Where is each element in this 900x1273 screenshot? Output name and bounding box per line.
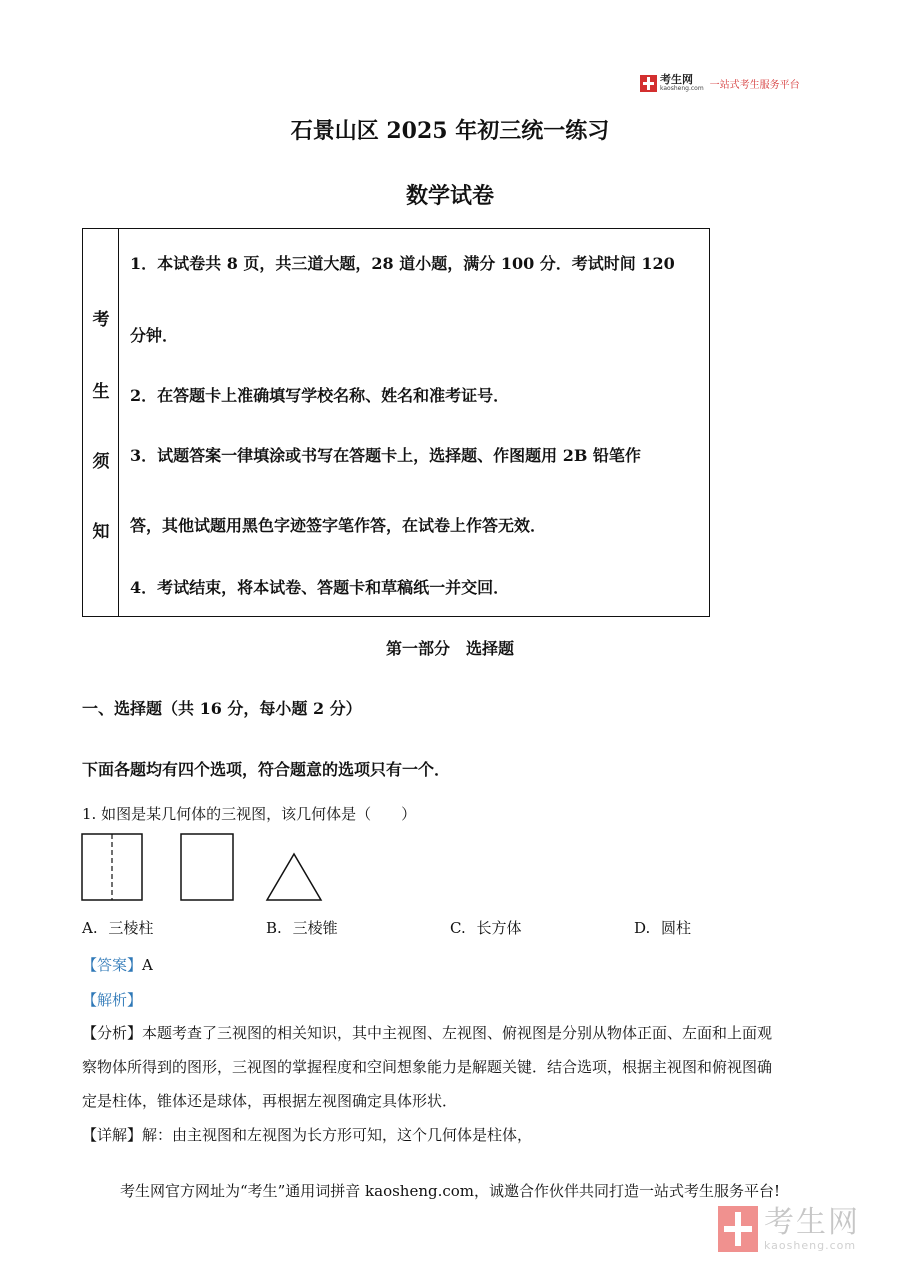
question-stem: 1. 如图是某几何体的三视图，该几何体是（ ） (82, 805, 417, 823)
notice-line: 1．本试卷共 8 页，共三道大题，28 道小题，满分 100 分．考试时间 120 (130, 254, 675, 273)
notice-side-column (83, 229, 119, 616)
notice-side-char: 考 (92, 310, 110, 330)
watermark-logo-icon (718, 1206, 758, 1252)
answer-tag: 【答案】 (82, 956, 143, 974)
kaosheng-logo-icon (640, 75, 657, 92)
option-d (634, 917, 691, 938)
notice-side-char: 生 (92, 382, 110, 402)
option-text: 长方体 (476, 919, 522, 937)
side-view-rect (181, 834, 233, 900)
notice-line: 4．考试结束，将本试卷、答题卡和草稿纸一并交回． (130, 578, 510, 597)
notice-side-char: 须 (92, 452, 110, 472)
option-letter: A. (82, 919, 98, 937)
part-title: 第一部分 选择题 (385, 639, 514, 658)
logo-name: 考生网 (660, 73, 693, 86)
option-c (450, 917, 522, 938)
top-view-triangle (267, 854, 321, 900)
option-letter: B. (266, 919, 282, 937)
analysis-tag: 【解析】 (82, 991, 143, 1009)
watermark-url: kaosheng.com (764, 1238, 857, 1252)
xiangjie-tag: 【详解】 (82, 1126, 143, 1144)
answer-line (82, 954, 153, 975)
option-text: 三棱锥 (292, 919, 338, 937)
option-a (82, 917, 153, 938)
notice-side-char: 知 (92, 522, 110, 542)
notice-box (82, 228, 710, 617)
three-views-figure (80, 832, 330, 904)
option-letter: C. (450, 919, 466, 937)
fenxi-block (82, 1016, 817, 1152)
header-logo (640, 74, 800, 92)
notice-line: 2．在答题卡上准确填写学校名称、姓名和准考证号． (130, 386, 510, 405)
page-title: 石景山区 2025 年初三统一练习 (290, 118, 610, 144)
fenxi-line: 【分析】本题考查了三视图的相关知识，其中主视图、左视图、俯视图是分别从物体正面、左面和上面观 (82, 1024, 773, 1042)
watermark (718, 1206, 860, 1252)
xiangjie-line: 【详解】解：由主视图和左视图为长方形可知，这个几何体是柱体， (82, 1126, 533, 1144)
answer-value: A (142, 956, 153, 974)
option-text: 圆柱 (661, 919, 692, 937)
option-text: 三棱柱 (108, 919, 154, 937)
watermark-name: 考生网 (764, 1204, 860, 1240)
option-letter: D. (634, 919, 651, 937)
logo-url: kaosheng.com (660, 85, 704, 92)
notice-line: 3．试题答案一律填涂或书写在答题卡上，选择题、作图题用 2B 铅笔作 (130, 446, 641, 465)
option-b (266, 917, 338, 938)
page-subtitle: 数学试卷 (405, 183, 494, 209)
fenxi-tag: 【分析】 (82, 1024, 143, 1042)
fenxi-line: 定是柱体，锥体还是球体，再根据左视图确定具体形状． (82, 1092, 458, 1110)
notice-line: 分钟． (130, 326, 179, 345)
fenxi-line: 察物体所得到的图形，三视图的掌握程度和空间想象能力是解题关键．结合选项，根据主视图和俯视图确 (82, 1058, 773, 1076)
notice-line: 答，其他试题用黑色字迹签字笔作答，在试卷上作答无效． (130, 516, 547, 535)
instruction: 下面各题均有四个选项，符合题意的选项只有一个． (82, 760, 451, 779)
footer-text: 考生网官方网址为“考生”通用词拼音 kaosheng.com，诚邀合作伙伴共同打造一站式考生服务平台! (119, 1182, 781, 1200)
section-title: 一、选择题（共 16 分，每小题 2 分） (82, 699, 362, 718)
logo-slogan: 一站式考生服务平台 (709, 79, 800, 91)
